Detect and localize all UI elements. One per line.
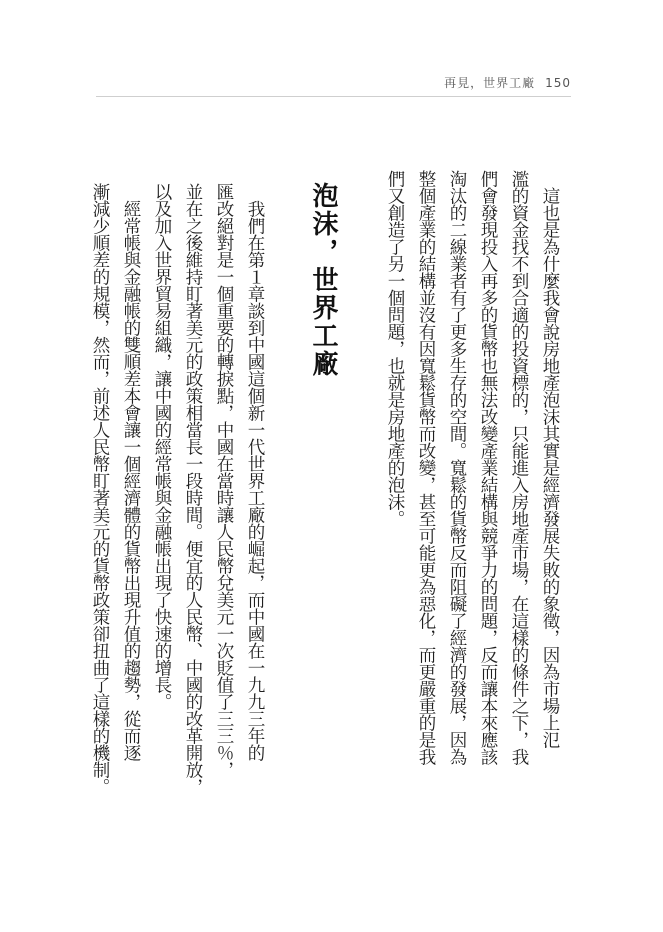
section-heading: 泡沫，世界工廠 bbox=[308, 182, 338, 378]
text-column: 淘汰的二線業者有了更多生存的空間。寬鬆的貨幣反而阻礙了經濟的發展，因為 bbox=[447, 170, 467, 765]
text-column: 漸減少順差的規模，然而，前述人民幣盯著美元的貨幣政策卻扭曲了這樣的機制。 bbox=[90, 183, 110, 795]
text-column: 並在之後維持盯著美元的政策相當長一段時間。便宜的人民幣、中國的改革開放， bbox=[183, 183, 203, 795]
page-number: 150 bbox=[545, 75, 571, 90]
text-column: 我們在第１章談到中國這個新一代世界工廠的崛起，而中國在一九九三年的 bbox=[245, 183, 265, 761]
text-column: 濫的資金找不到合適的投資標的，只能進入房地產市場，在這樣的條件之下，我 bbox=[509, 170, 529, 765]
text-column: 這也是為什麼我會說房地產泡沫其實是經濟發展失敗的象徵，因為市場上氾 bbox=[540, 170, 560, 748]
text-column: 們又創造了另一個問題，也就是房地產的泡沫。 bbox=[385, 170, 405, 527]
running-title: 再見，世界工廠 bbox=[444, 76, 536, 90]
running-header bbox=[444, 74, 571, 91]
text-column: 們會發現投入再多的貨幣也無法改變產業結構與競爭力的問題，反而讓本來應該 bbox=[478, 170, 498, 765]
text-column: 以及加入世界貿易組織，讓中國的經常帳與金融帳出現了快速的增長。 bbox=[152, 183, 172, 710]
header-divider bbox=[96, 96, 571, 97]
text-column: 整個產業的結構並沒有因寬鬆貨幣而改變，甚至可能更為惡化，而更嚴重的是我 bbox=[416, 170, 436, 765]
text-column: 匯改絕對是一個重要的轉捩點，中國在當時讓人民幣兌美元一次貶值了三三％， bbox=[214, 183, 234, 778]
text-column: 經常帳與金融帳的雙順差本會讓一個經濟體的貨幣出現升值的趨勢，從而逐 bbox=[121, 183, 141, 761]
